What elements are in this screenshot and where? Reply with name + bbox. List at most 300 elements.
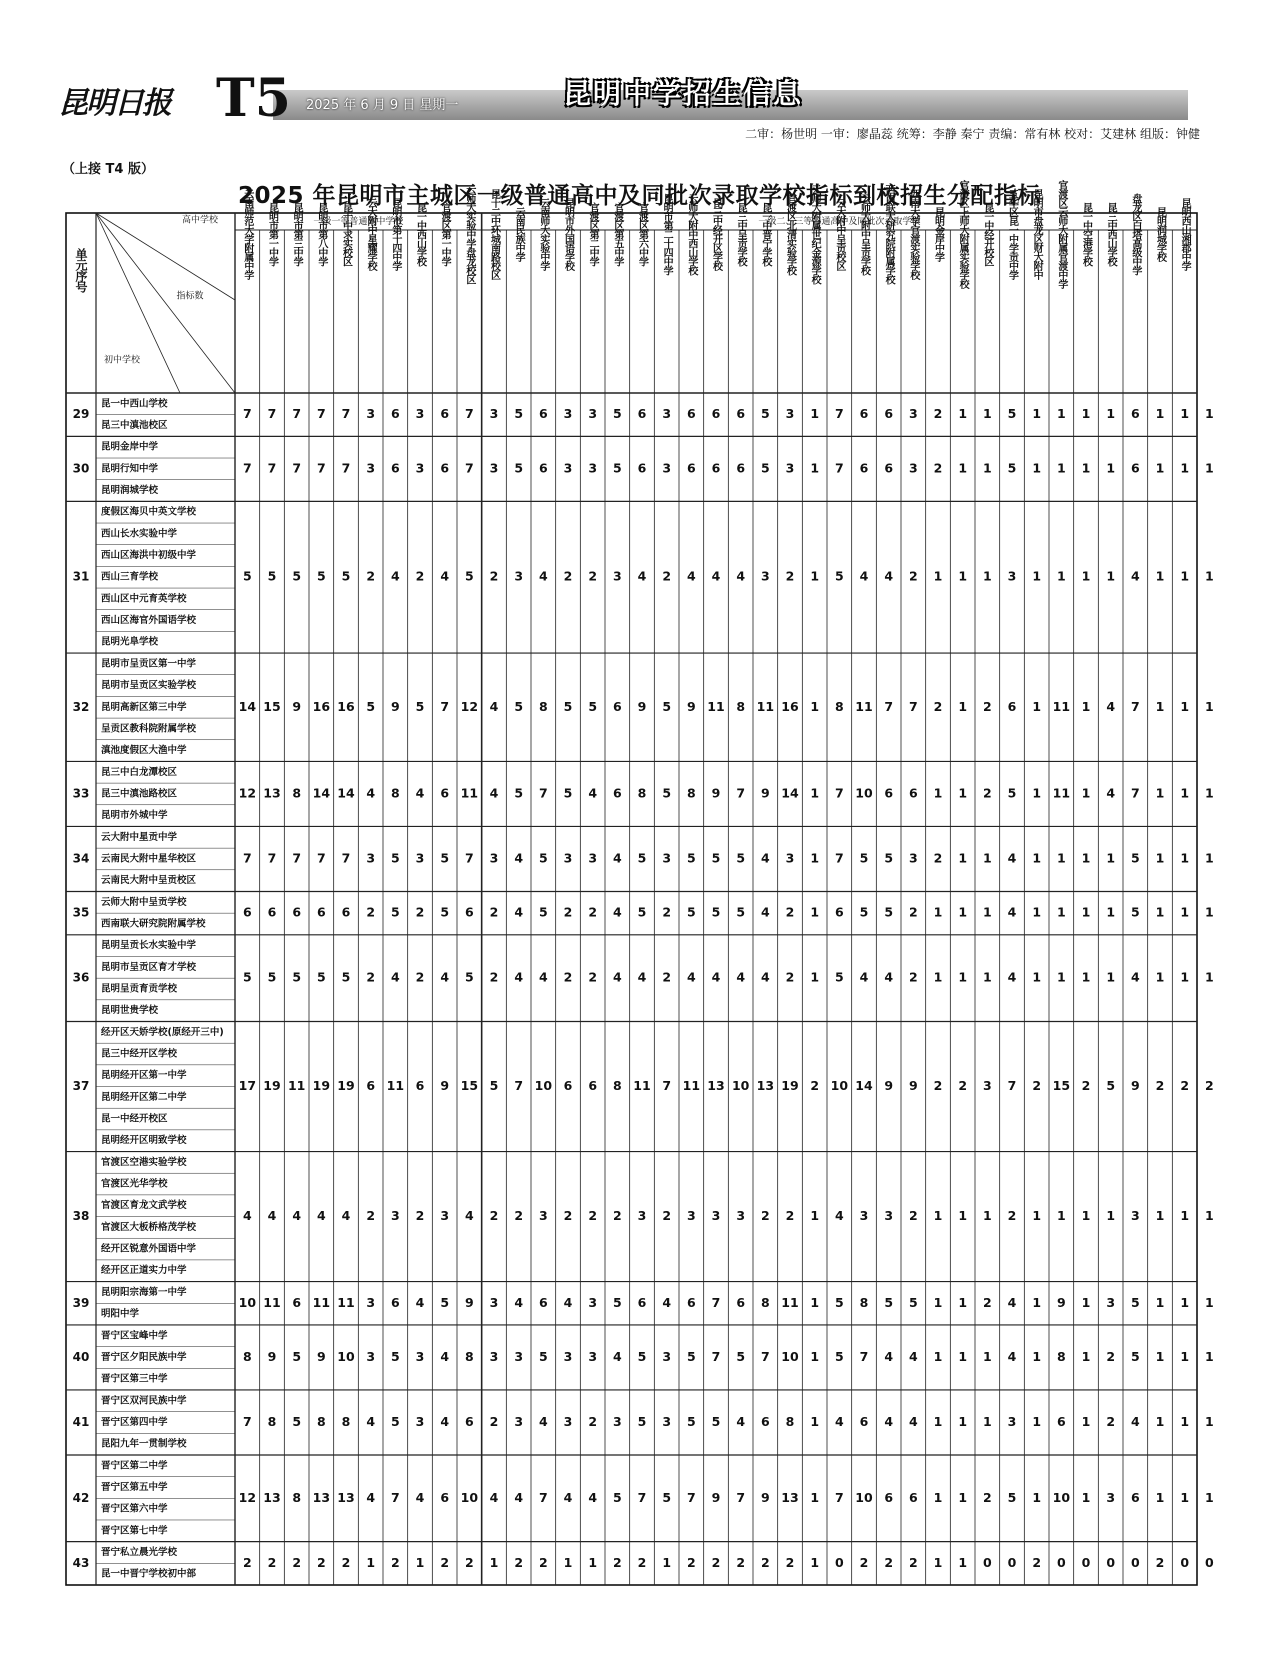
quota-cell: 11 (386, 1078, 405, 1094)
quota-cell: 15 (1052, 1078, 1071, 1094)
quota-cell: 1 (810, 1294, 820, 1310)
quota-cell: 4 (341, 1208, 351, 1224)
quota-cell: 5 (267, 969, 277, 985)
quota-cell: 2 (785, 1208, 795, 1224)
quota-cell: 1 (1056, 460, 1066, 476)
junior-school-name: 昆明市呈贡区实验学校 (101, 680, 197, 692)
school-header-4: 昆明市第八中学 (315, 202, 327, 266)
quota-cell: 1 (1032, 1294, 1042, 1310)
quota-cell: 2 (440, 1554, 450, 1570)
quota-cell: 10 (830, 1078, 849, 1094)
quota-cell: 14 (312, 785, 331, 801)
quota-cell: 2 (637, 1554, 647, 1570)
quota-cell: 7 (440, 698, 450, 714)
quota-cell: 2 (933, 698, 943, 714)
quota-cell: 1 (1056, 1208, 1066, 1224)
quota-cell: 3 (785, 850, 795, 866)
junior-school-name: 昆明经开区第一中学 (101, 1070, 187, 1082)
quota-cell: 4 (1106, 698, 1116, 714)
school-header-35: 昆一中空港学校 (1080, 202, 1092, 266)
quota-cell: 6 (415, 1078, 425, 1094)
quota-cell: 1 (1106, 460, 1116, 476)
junior-school-name: 西山区海官外国语学校 (101, 615, 197, 627)
quota-cell: 7 (316, 406, 326, 422)
quota-cell: 5 (267, 568, 277, 584)
quota-cell: 2 (415, 969, 425, 985)
quota-cell: 7 (341, 850, 351, 866)
quota-cell: 1 (1106, 969, 1116, 985)
quota-cell: 7 (834, 1489, 844, 1505)
quota-cell: 6 (440, 1489, 450, 1505)
page-number: T5 (216, 68, 291, 129)
quota-cell: 1 (1032, 1489, 1042, 1505)
quota-cell: 7 (711, 1294, 721, 1310)
quota-cell: 5 (637, 1348, 647, 1364)
quota-cell: 4 (612, 904, 622, 920)
quota-cell: 2 (242, 1554, 252, 1570)
quota-cell: 7 (292, 850, 302, 866)
quota-cell: 3 (366, 850, 376, 866)
row-number: 39 (72, 1295, 90, 1310)
quota-cell: 1 (1180, 785, 1190, 801)
quota-cell: 1 (1180, 969, 1190, 985)
quota-cell: 6 (736, 406, 746, 422)
quota-cell: 7 (760, 1348, 770, 1364)
quota-cell: 7 (390, 1489, 400, 1505)
quota-cell: 6 (267, 904, 277, 920)
quota-cell: 1 (1180, 904, 1190, 920)
quota-cell: 2 (760, 1554, 770, 1570)
quota-cell: 8 (637, 785, 647, 801)
quota-cell: 10 (534, 1078, 553, 1094)
school-header-9: 官渡区第一中学 (439, 202, 451, 266)
quota-cell: 5 (884, 904, 894, 920)
school-header-31: 昆一中经开校区 (981, 202, 993, 266)
junior-school-name: 昆三中经开区学校 (101, 1048, 178, 1060)
quota-cell: 1 (1081, 904, 1091, 920)
quota-cell: 4 (711, 568, 721, 584)
school-header-39: 昆明西山湘郡中学 (1179, 198, 1191, 270)
quota-cell: 4 (612, 969, 622, 985)
school-header-10: 云师大实验中学盘龙校区 (463, 184, 475, 284)
quota-cell: 8 (538, 698, 548, 714)
quota-cell: 2 (662, 904, 672, 920)
row-number: 40 (72, 1349, 90, 1364)
quota-cell: 1 (1032, 785, 1042, 801)
quota-cell: 5 (736, 1348, 746, 1364)
quota-cell: 7 (341, 406, 351, 422)
quota-cell: 3 (785, 406, 795, 422)
quota-cell: 5 (1007, 1489, 1017, 1505)
quota-cell: 2 (415, 1208, 425, 1224)
quota-cell: 2 (489, 1413, 499, 1429)
quota-cell: 2 (366, 568, 376, 584)
quota-cell: 4 (415, 785, 425, 801)
quota-cell: 4 (1106, 785, 1116, 801)
quota-cell: 3 (662, 850, 672, 866)
quota-cell: 19 (312, 1078, 331, 1094)
quota-cell: 2 (736, 1554, 746, 1570)
quota-cell: 7 (908, 698, 918, 714)
quota-cell: 1 (1155, 1413, 1165, 1429)
quota-cell: 4 (686, 969, 696, 985)
quota-cell: 2 (1032, 1078, 1042, 1094)
quota-cell: 4 (1007, 1294, 1017, 1310)
quota-cell: 1 (1180, 1413, 1190, 1429)
quota-cell: 3 (662, 406, 672, 422)
quota-cell: 2 (933, 406, 943, 422)
row-number: 38 (72, 1209, 90, 1224)
quota-cell: 6 (711, 460, 721, 476)
issue-date: 2025 年 6 月 9 日 星期一 (306, 98, 459, 113)
quota-cell: 12 (238, 1489, 257, 1505)
corner-label-high-school: 高中学校 (181, 215, 219, 226)
quota-cell: 8 (242, 1348, 252, 1364)
quota-cell: 7 (1130, 785, 1140, 801)
quota-cell: 3 (366, 1348, 376, 1364)
quota-cell: 4 (366, 1413, 376, 1429)
quota-cell: 5 (1007, 460, 1017, 476)
junior-school-name: 云师大附中呈贡学校 (101, 896, 187, 908)
quota-cell: 1 (366, 1554, 376, 1570)
quota-cell: 1 (982, 850, 992, 866)
quota-cell: 2 (563, 568, 573, 584)
quota-cell: 5 (514, 698, 524, 714)
quota-cell: 4 (884, 969, 894, 985)
quota-cell: 6 (637, 1294, 647, 1310)
quota-cell: 4 (242, 1208, 252, 1224)
quota-cell: 1 (563, 1554, 573, 1570)
quota-cell: 1 (1081, 698, 1091, 714)
quota-cell: 1 (810, 785, 820, 801)
quota-cell: 8 (292, 1489, 302, 1505)
quota-cell: 5 (760, 406, 770, 422)
quota-cell: 4 (415, 1294, 425, 1310)
quota-cell: 1 (810, 1208, 820, 1224)
quota-cell: 7 (834, 850, 844, 866)
quota-cell: 5 (1007, 785, 1017, 801)
quota-cell: 3 (588, 460, 598, 476)
quota-cell: 1 (1204, 1294, 1214, 1310)
quota-cell: 11 (263, 1294, 281, 1310)
quota-cell: 1 (1180, 1489, 1190, 1505)
quota-cell: 11 (707, 698, 725, 714)
quota-cell: 2 (1032, 1554, 1042, 1570)
quota-cell: 6 (637, 406, 647, 422)
quota-cell: 5 (637, 904, 647, 920)
quota-cell: 5 (612, 460, 622, 476)
quota-cell: 19 (337, 1078, 355, 1094)
quota-cell: 2 (489, 1208, 499, 1224)
quota-cell: 0 (1056, 1554, 1066, 1570)
quota-cell: 1 (1081, 969, 1091, 985)
quota-cell: 1 (958, 1294, 968, 1310)
quota-cell: 8 (785, 1413, 795, 1429)
quota-cell: 5 (686, 1348, 696, 1364)
junior-school-name: 云南民大附中呈贡校区 (101, 875, 197, 887)
quota-cell: 0 (982, 1554, 992, 1570)
quota-cell: 9 (637, 698, 647, 714)
quota-cell: 3 (662, 1348, 672, 1364)
quota-cell: 11 (756, 698, 775, 714)
quota-cell: 3 (588, 1348, 598, 1364)
quota-cell: 4 (514, 969, 524, 985)
quota-cell: 7 (834, 785, 844, 801)
quota-cell: 11 (287, 1078, 306, 1094)
quota-cell: 4 (563, 1489, 573, 1505)
quota-cell: 1 (1155, 1294, 1165, 1310)
row-number: 31 (72, 569, 90, 584)
quota-cell: 1 (958, 568, 968, 584)
school-header-23: 官渡区北清实验学校 (784, 193, 796, 275)
junior-school-name: 晋宁区第五中学 (101, 1481, 168, 1493)
quota-cell: 3 (588, 406, 598, 422)
row-number: 43 (72, 1555, 90, 1570)
quota-cell: 4 (415, 1489, 425, 1505)
quota-cell: 4 (1007, 1348, 1017, 1364)
quota-cell: 10 (460, 1489, 479, 1505)
quota-cell: 3 (489, 1348, 499, 1364)
quota-cell: 1 (958, 1554, 968, 1570)
quota-cell: 4 (662, 1294, 672, 1310)
quota-cell: 7 (834, 460, 844, 476)
quota-cell: 3 (612, 1413, 622, 1429)
quota-cell: 1 (933, 1489, 943, 1505)
junior-school-name: 西山长水实验中学 (101, 528, 178, 540)
quota-cell: 3 (415, 850, 425, 866)
quota-cell: 5 (514, 460, 524, 476)
quota-cell: 2 (366, 904, 376, 920)
quota-cell: 4 (1007, 904, 1017, 920)
quota-cell: 4 (489, 698, 499, 714)
quota-cell: 1 (1081, 1208, 1091, 1224)
quota-cell: 9 (760, 785, 770, 801)
quota-cell: 2 (711, 1554, 721, 1570)
quota-cell: 5 (292, 568, 302, 584)
quota-cell: 9 (908, 1078, 918, 1094)
quota-cell: 3 (489, 460, 499, 476)
quota-cell: 5 (390, 904, 400, 920)
junior-school-name: 昆明经开区第二中学 (101, 1091, 187, 1103)
quota-cell: 3 (588, 850, 598, 866)
quota-cell: 1 (982, 1208, 992, 1224)
quota-cell: 11 (312, 1294, 331, 1310)
quota-cell: 1 (1032, 460, 1042, 476)
quota-cell: 4 (316, 1208, 326, 1224)
junior-school-name: 官渡区育龙文武学校 (101, 1200, 187, 1212)
quota-cell: 10 (781, 1348, 799, 1364)
quota-cell: 1 (982, 1413, 992, 1429)
quota-cell: 4 (292, 1208, 302, 1224)
quota-cell: 1 (1106, 850, 1116, 866)
quota-cell: 2 (415, 568, 425, 584)
quota-cell: 1 (1106, 568, 1116, 584)
quota-cell: 1 (1204, 406, 1214, 422)
quota-cell: 8 (612, 1078, 622, 1094)
quota-cell: 5 (1007, 406, 1017, 422)
junior-school-name: 晋宁区第六中学 (101, 1503, 168, 1515)
quota-cell: 1 (1081, 406, 1091, 422)
junior-school-name: 云大附中星贡中学 (101, 831, 178, 843)
quota-cell: 1 (1081, 785, 1091, 801)
quota-cell: 7 (464, 850, 474, 866)
quota-cell: 17 (238, 1078, 257, 1094)
junior-school-name: 度假区海贝中英文学校 (101, 506, 197, 518)
quota-cell: 1 (1180, 568, 1190, 584)
quota-cell: 1 (1081, 460, 1091, 476)
quota-cell: 9 (760, 1489, 770, 1505)
quota-cell: 4 (834, 1208, 844, 1224)
quota-cell: 1 (1155, 568, 1165, 584)
school-header-29: 昆明金岸中学 (932, 207, 944, 261)
quota-cell: 6 (440, 785, 450, 801)
quota-cell: 7 (292, 406, 302, 422)
quota-cell: 9 (884, 1078, 894, 1094)
school-header-21: 昆三中呈贡学校 (735, 202, 747, 266)
quota-cell: 2 (662, 969, 672, 985)
quota-cell: 5 (440, 1294, 450, 1310)
quota-cell: 3 (514, 1413, 524, 1429)
quota-cell: 1 (1155, 698, 1165, 714)
quota-cell: 1 (958, 969, 968, 985)
quota-cell: 3 (366, 406, 376, 422)
quota-cell: 0 (1130, 1554, 1140, 1570)
quota-cell: 5 (390, 1348, 400, 1364)
quota-cell: 2 (686, 1554, 696, 1570)
quota-cell: 1 (1032, 568, 1042, 584)
quota-cell: 2 (1204, 1078, 1214, 1094)
quota-cell: 2 (588, 904, 598, 920)
quota-cell: 1 (982, 568, 992, 584)
quota-cell: 1 (810, 1413, 820, 1429)
quota-cell: 10 (337, 1348, 355, 1364)
quota-cell: 5 (1130, 850, 1140, 866)
quota-cell: 13 (781, 1489, 799, 1505)
junior-school-name: 西南联大研究院附属学校 (101, 918, 206, 930)
row-number: 34 (72, 851, 90, 866)
quota-cell: 6 (612, 698, 622, 714)
quota-cell: 4 (612, 1348, 622, 1364)
quota-cell: 1 (810, 904, 820, 920)
quota-cell: 9 (711, 1489, 721, 1505)
quota-cell: 5 (834, 568, 844, 584)
quota-cell: 1 (982, 1348, 992, 1364)
school-header-36: 昆三中西山学校 (1105, 202, 1117, 266)
quota-cell: 7 (267, 460, 277, 476)
quota-cell: 7 (662, 1078, 672, 1094)
quota-cell: 1 (810, 698, 820, 714)
quota-cell: 5 (588, 698, 598, 714)
row-number: 42 (72, 1490, 90, 1505)
quota-cell: 2 (612, 1554, 622, 1570)
junior-school-name: 昆明润城学校 (101, 485, 159, 497)
school-header-38: 昆明润城学校 (1154, 207, 1166, 261)
quota-cell: 14 (855, 1078, 873, 1094)
quota-cell: 3 (489, 850, 499, 866)
quota-cell: 10 (731, 1078, 750, 1094)
quota-cell: 4 (440, 969, 450, 985)
quota-cell: 1 (1155, 850, 1165, 866)
quota-cell: 3 (440, 1208, 450, 1224)
quota-cell: 2 (464, 1554, 474, 1570)
quota-cell: 1 (958, 785, 968, 801)
quota-cell: 1 (588, 1554, 598, 1570)
quota-cell: 1 (415, 1554, 425, 1570)
quota-cell: 3 (711, 1208, 721, 1224)
quota-cell: 5 (686, 850, 696, 866)
quota-cell: 8 (267, 1413, 277, 1429)
quota-cell: 3 (982, 1078, 992, 1094)
junior-school-name: 晋宁区第二中学 (101, 1460, 168, 1472)
quota-cell: 4 (612, 850, 622, 866)
quota-cell: 1 (1155, 460, 1165, 476)
quota-cell: 5 (736, 904, 746, 920)
row-number: 29 (72, 407, 90, 422)
quota-cell: 0 (1081, 1554, 1091, 1570)
quota-cell: 4 (859, 568, 869, 584)
quota-cell: 4 (538, 568, 548, 584)
row-number: 33 (72, 786, 90, 801)
row-number: 41 (72, 1414, 90, 1429)
corner-diagonal (96, 213, 180, 393)
quota-cell: 11 (781, 1294, 799, 1310)
quota-cell: 5 (662, 698, 672, 714)
school-header-25: 云大附中呈贡校区 (833, 198, 845, 270)
school-header-22: 昆一中晋宁学校 (759, 202, 771, 266)
quota-cell: 3 (1106, 1294, 1116, 1310)
quota-cell: 5 (514, 785, 524, 801)
quota-cell: 1 (810, 406, 820, 422)
quota-cell: 3 (514, 1348, 524, 1364)
quota-cell: 3 (415, 1348, 425, 1364)
junior-school-name: 云南民大附中星华校区 (101, 853, 197, 865)
quota-cell: 4 (514, 1294, 524, 1310)
quota-cell: 3 (760, 568, 770, 584)
quota-cell: 1 (1106, 406, 1116, 422)
quota-cell: 1 (982, 904, 992, 920)
quota-cell: 1 (1106, 1208, 1116, 1224)
quota-cell: 4 (884, 568, 894, 584)
quota-cell: 1 (958, 1348, 968, 1364)
school-header-30: 官渡区上师大附属实验学校 (957, 180, 969, 288)
school-header-13: 云南师大实验中学 (537, 198, 549, 270)
quota-cell: 5 (711, 1413, 721, 1429)
quota-cell: 6 (316, 904, 326, 920)
quota-cell: 1 (1056, 568, 1066, 584)
junior-school-name: 晋宁私立晨光学校 (101, 1546, 178, 1558)
quota-cell: 1 (982, 406, 992, 422)
quota-cell: 4 (489, 785, 499, 801)
quota-cell: 1 (1155, 1348, 1165, 1364)
junior-school-name: 昆明世贵学校 (101, 1005, 159, 1017)
quota-cell: 3 (415, 460, 425, 476)
quota-cell: 4 (1130, 1413, 1140, 1429)
quota-cell: 2 (588, 1208, 598, 1224)
quota-cell: 4 (884, 1348, 894, 1364)
quota-cell: 2 (489, 969, 499, 985)
school-header-1: 云南师范大学附属中学 (241, 189, 253, 279)
quota-cell: 2 (514, 1554, 524, 1570)
quota-cell: 1 (933, 1348, 943, 1364)
quota-cell: 4 (563, 1294, 573, 1310)
quota-cell: 2 (588, 969, 598, 985)
quota-cell: 1 (810, 568, 820, 584)
quota-cell: 7 (711, 1348, 721, 1364)
quota-cell: 2 (908, 1554, 918, 1570)
school-header-6: 云大附中星耀学校 (365, 198, 377, 270)
quota-cell: 4 (760, 969, 770, 985)
quota-cell: 4 (464, 1208, 474, 1224)
